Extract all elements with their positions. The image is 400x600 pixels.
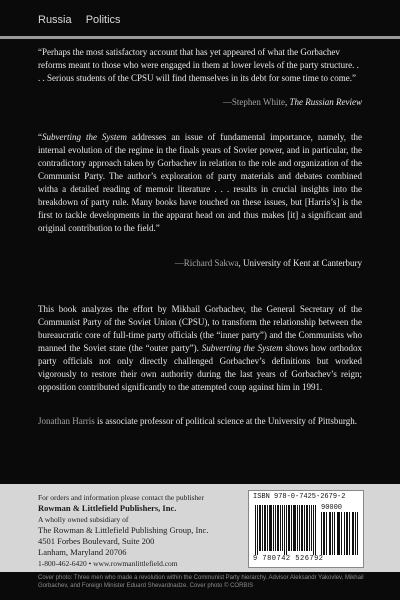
review-attribution-2	[38, 257, 362, 270]
barcode-main	[255, 505, 317, 555]
contact-line: 1-800-462-6420 • www.rowmanlittlefield.com	[38, 559, 178, 568]
attribution-sep: ,	[285, 97, 290, 107]
category-politics: Politics	[85, 14, 121, 26]
quote-body: addresses an issue of fundamental importance, namely, the internal evolution of the regime in the finals years of Sovier power, and in particular, the contradictory approach taken by Gorbachev in relation to the role and organization of the Communist Party. The author’s exploration of party materials and debates combined witha a detailed reading of memoir literature . . . results in crucial insights into the breakdown of party rule. Many books have touched on these issues, but [Harris’s] is the first to tackle developments in the apparat head on and thus makes [it] a significant and original contribution to the field.”	[38, 132, 362, 233]
book-title-inline: Subverting the System	[42, 132, 127, 142]
subsidiary-line: A wholly owned subsidiary of	[38, 515, 129, 524]
quote-open: “	[38, 132, 42, 142]
price-code: 90000	[321, 504, 343, 512]
author-name: Jonathan Harris	[38, 416, 95, 426]
publisher-name: Rowman & Littlefield Publishers, Inc.	[38, 503, 177, 513]
category-russia: Russia	[38, 14, 72, 26]
author-bio-text: is associate professor of political science at the University of Pittsburgh.	[94, 416, 358, 426]
isbn-label: ISBN 978-0-7425-2679-2	[253, 493, 346, 501]
header-rule	[0, 36, 400, 39]
attribution-affiliation: , University of Kent at Canterbury	[238, 258, 362, 268]
address-line-1: 4501 Forbes Boulevard, Suite 200	[38, 536, 155, 546]
description-part-2: shows how orthodox party officials not only directly challenged Gorbachev’s definitions but worked vigorously to restore their own authority during the last years of Gorbachev’s reign; opposition contributed significantly to the attempted coup against him in 1991.	[38, 343, 362, 392]
book-description	[38, 303, 362, 394]
attribution-source: The Russian Review	[289, 97, 362, 107]
publisher-info	[38, 492, 208, 569]
barcode-digits: 9 780742 526792	[253, 555, 324, 563]
review-attribution-1	[38, 96, 362, 109]
attribution-dash: —	[222, 97, 232, 107]
orders-line: For orders and information please contact the publisher	[38, 493, 204, 502]
address-line-2: Lanham, Maryland 20706	[38, 547, 127, 557]
description-part-1: This book analyzes the effort by Mikhail Gorbachev, the General Secretary of the Communist Party of the Soviet Union (CPSU), to transform the relationship between the bureaucratic core of full-time party officials (the “inner party”) and the Communists who manned the Soviet state (the “outer party”).	[38, 304, 362, 353]
review-quote-2	[38, 131, 362, 235]
publisher-group: The Rowman & Littlefield Publishing Group, Inc.	[38, 525, 209, 535]
attribution-dash: —	[174, 258, 184, 268]
attribution-name: Stephen White	[231, 97, 285, 107]
author-bio	[38, 415, 362, 428]
attribution-name: Richard Sakwa	[183, 258, 239, 268]
book-title-inline: Subverting the System	[201, 343, 283, 353]
category-labels	[38, 14, 132, 26]
cover-photo-credit: Cover photo: Three men who made a revolution within the Communist Party hierarchy. Advisor Aleksandr Yakovlev, Mikhail Gorbachev, and Foreign Minister Eduard Shevardnadze. Cover photo © CORBIS	[38, 575, 364, 589]
review-quote-1: “Perhaps the most satisfactory account that has yet appeared of what the Gorbachev reforms meant to those who were engaged in them at lower levels of the party structure. . . . Serious students of the CPSU will find themselves in its debt for some time to come.”	[38, 47, 359, 83]
barcode-price-addon	[321, 512, 359, 555]
barcode-box	[248, 490, 364, 568]
